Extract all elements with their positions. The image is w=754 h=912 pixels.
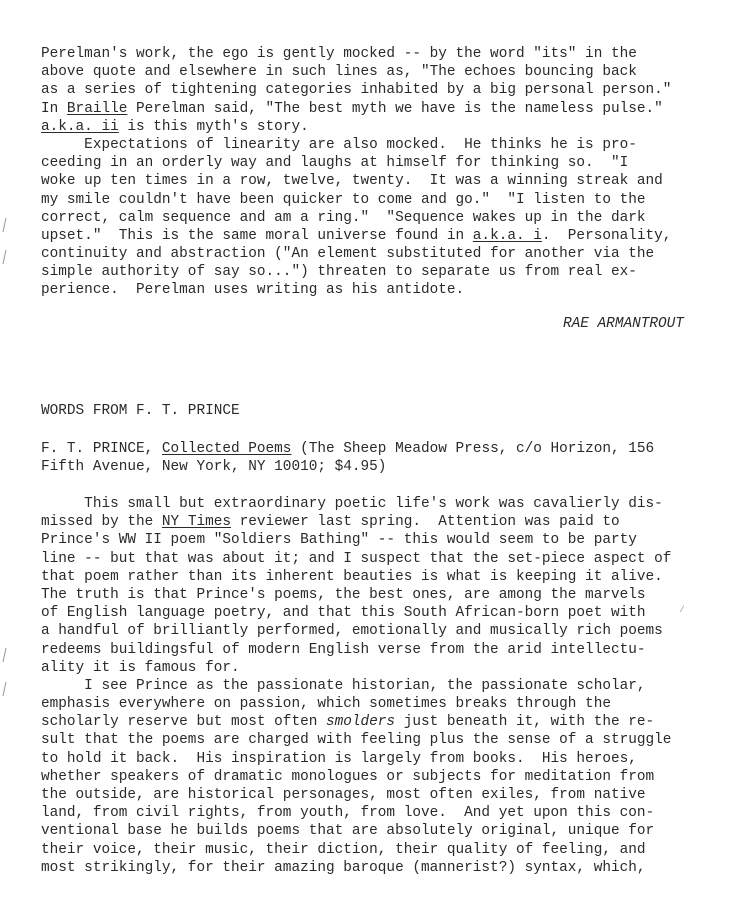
underlined-title: Collected Poems — [161, 441, 292, 457]
review-armantrout-body — [41, 45, 741, 300]
paragraph-line — [41, 63, 741, 81]
citation-line — [41, 440, 741, 458]
text-run: ventional base he builds poems that are absolutely original, unique for — [41, 823, 655, 840]
paragraph-line — [41, 750, 741, 768]
text-run: land, from civil rights, from youth, from love. And yet upon this con- — [41, 805, 655, 822]
margin-mark — [3, 250, 10, 264]
text-run: that poem rather than its inherent beauties is what is keeping it alive. — [41, 568, 663, 585]
text-run: Fifth Avenue, New York, NY 10010; $4.95) — [41, 459, 387, 476]
text-run: whether speakers of dramatic monologues or subjects for meditation from — [41, 768, 655, 785]
text-run: sult that the poems are charged with feeling plus the sense of a struggle — [41, 732, 672, 749]
paragraph-line — [41, 245, 741, 263]
paragraph-line — [41, 786, 741, 804]
paragraph-line — [41, 209, 741, 227]
text-run: (The Sheep Meadow Press, c/o Horizon, 156 — [291, 441, 655, 457]
review-prince-body — [41, 495, 741, 877]
paragraph-line — [41, 100, 741, 118]
paragraph-line — [41, 172, 741, 190]
paragraph-line — [41, 604, 741, 622]
paragraph-line — [41, 118, 741, 136]
text-run: perience. Perelman uses writing as his antidote. — [41, 282, 465, 299]
text-run: emphasis everywhere on passion, which sometimes breaks through the — [41, 696, 611, 713]
paragraph-line — [41, 822, 741, 840]
italic-word: smolders — [325, 714, 396, 731]
underlined-title: a.k.a. i — [472, 227, 542, 244]
paragraph-line — [41, 45, 741, 63]
paragraph-line — [41, 154, 741, 172]
text-run: to hold it back. His inspiration is largely from books. His heroes, — [41, 750, 637, 767]
text-run: redeems buildingsful of modern English verse from the arid intellectu- — [41, 641, 646, 658]
paragraph-line — [41, 731, 741, 749]
underlined-title: Braille — [66, 100, 128, 117]
paragraph-line — [41, 81, 741, 99]
text-run: a handful of brilliantly performed, emotionally and musically rich poems — [41, 623, 663, 640]
margin-mark — [3, 218, 10, 232]
paragraph-line — [41, 804, 741, 822]
text-run: their voice, their music, their diction, their quality of feeling, and — [41, 841, 646, 858]
text-run: ceeding in an orderly way and laughs at himself for thinking so. "I — [41, 155, 629, 172]
text-run: upset." This is the same moral universe found in — [41, 227, 473, 244]
paragraph-line — [41, 263, 741, 281]
text-run: my smile couldn't have been quicker to come and go." "I listen to the — [41, 191, 646, 208]
text-run: . Personality, — [541, 227, 672, 244]
text-run: correct, calm sequence and am a ring." "Sequence wakes up in the dark — [41, 209, 646, 226]
text-run: reviewer last spring. Attention was paid to — [231, 514, 620, 531]
text-run: Perelman's work, the ego is gently mocked -- by the word "its" in the — [41, 46, 637, 62]
section-heading: WORDS FROM F. T. PRINCE — [41, 403, 240, 419]
paragraph-line — [41, 550, 741, 568]
paragraph-line — [41, 622, 741, 640]
text-run: of English language poetry, and that this South African-born poet with — [41, 605, 646, 622]
text-run: line -- but that was about it; and I suspect that the set-piece aspect of — [41, 550, 672, 567]
paragraph-line — [41, 677, 741, 695]
text-run: I see Prince as the passionate historian, the passionate scholar, — [41, 677, 646, 694]
underlined-title: a.k.a. ii — [41, 118, 119, 135]
text-run: above quote and elsewhere in such lines as, "The echoes bouncing back — [41, 64, 637, 81]
text-run: Prince's WW II poem "Soldiers Bathing" -- this would seem to be party — [41, 532, 637, 549]
text-run: continuity and abstraction ("An element substituted for another via the — [41, 246, 655, 263]
text-run: F. T. PRINCE, — [41, 441, 162, 457]
paragraph-line — [41, 641, 741, 659]
text-run: as a series of tightening categories inhabited by a big personal person." — [41, 82, 672, 99]
text-run: woke up ten times in a row, twelve, twenty. It was a winning streak and — [41, 173, 663, 190]
margin-mark — [3, 648, 10, 662]
paragraph-line — [41, 859, 741, 877]
book-citation — [41, 440, 741, 476]
citation-line — [41, 458, 741, 476]
paragraph-line — [41, 281, 741, 299]
text-run: ality it is famous for. — [41, 659, 240, 676]
text-run: is this myth's story. — [118, 118, 309, 135]
text-run: The truth is that Prince's poems, the best ones, are among the marvels — [41, 586, 646, 603]
paragraph-line — [41, 495, 741, 513]
text-run: Expectations of linearity are also mocked. He thinks he is pro- — [41, 136, 637, 153]
margin-mark — [3, 682, 10, 696]
text-run: simple authority of say so...") threaten to separate us from real ex- — [41, 264, 637, 281]
paragraph-line — [41, 586, 741, 604]
underlined-title: NY Times — [161, 514, 231, 531]
paragraph-line — [41, 531, 741, 549]
text-run: just beneath it, with the re- — [395, 714, 655, 731]
paragraph-line — [41, 136, 741, 154]
text-run: the outside, are historical personages, most often exiles, from native — [41, 787, 646, 803]
paragraph-line — [41, 191, 741, 209]
paragraph-line — [41, 841, 741, 859]
paragraph-line — [41, 768, 741, 786]
paragraph-line — [41, 695, 741, 713]
paragraph-line — [41, 227, 741, 245]
text-run: most strikingly, for their amazing baroque (mannerist?) syntax, which, — [41, 859, 646, 876]
author-signature: RAE ARMANTROUT — [563, 316, 684, 332]
paragraph-line — [41, 713, 741, 731]
paragraph-line — [41, 568, 741, 586]
text-run: Perelman said, "The best myth we have is the nameless pulse." — [127, 100, 663, 117]
text-run: This small but extraordinary poetic life's work was cavalierly dis- — [41, 496, 663, 512]
stray-mark: ⁄ — [679, 605, 686, 616]
text-run: missed by the — [41, 514, 162, 531]
paragraph-line — [41, 513, 741, 531]
paragraph-line — [41, 659, 741, 677]
text-run: scholarly reserve but most often — [41, 714, 326, 731]
text-run: In — [41, 100, 67, 117]
